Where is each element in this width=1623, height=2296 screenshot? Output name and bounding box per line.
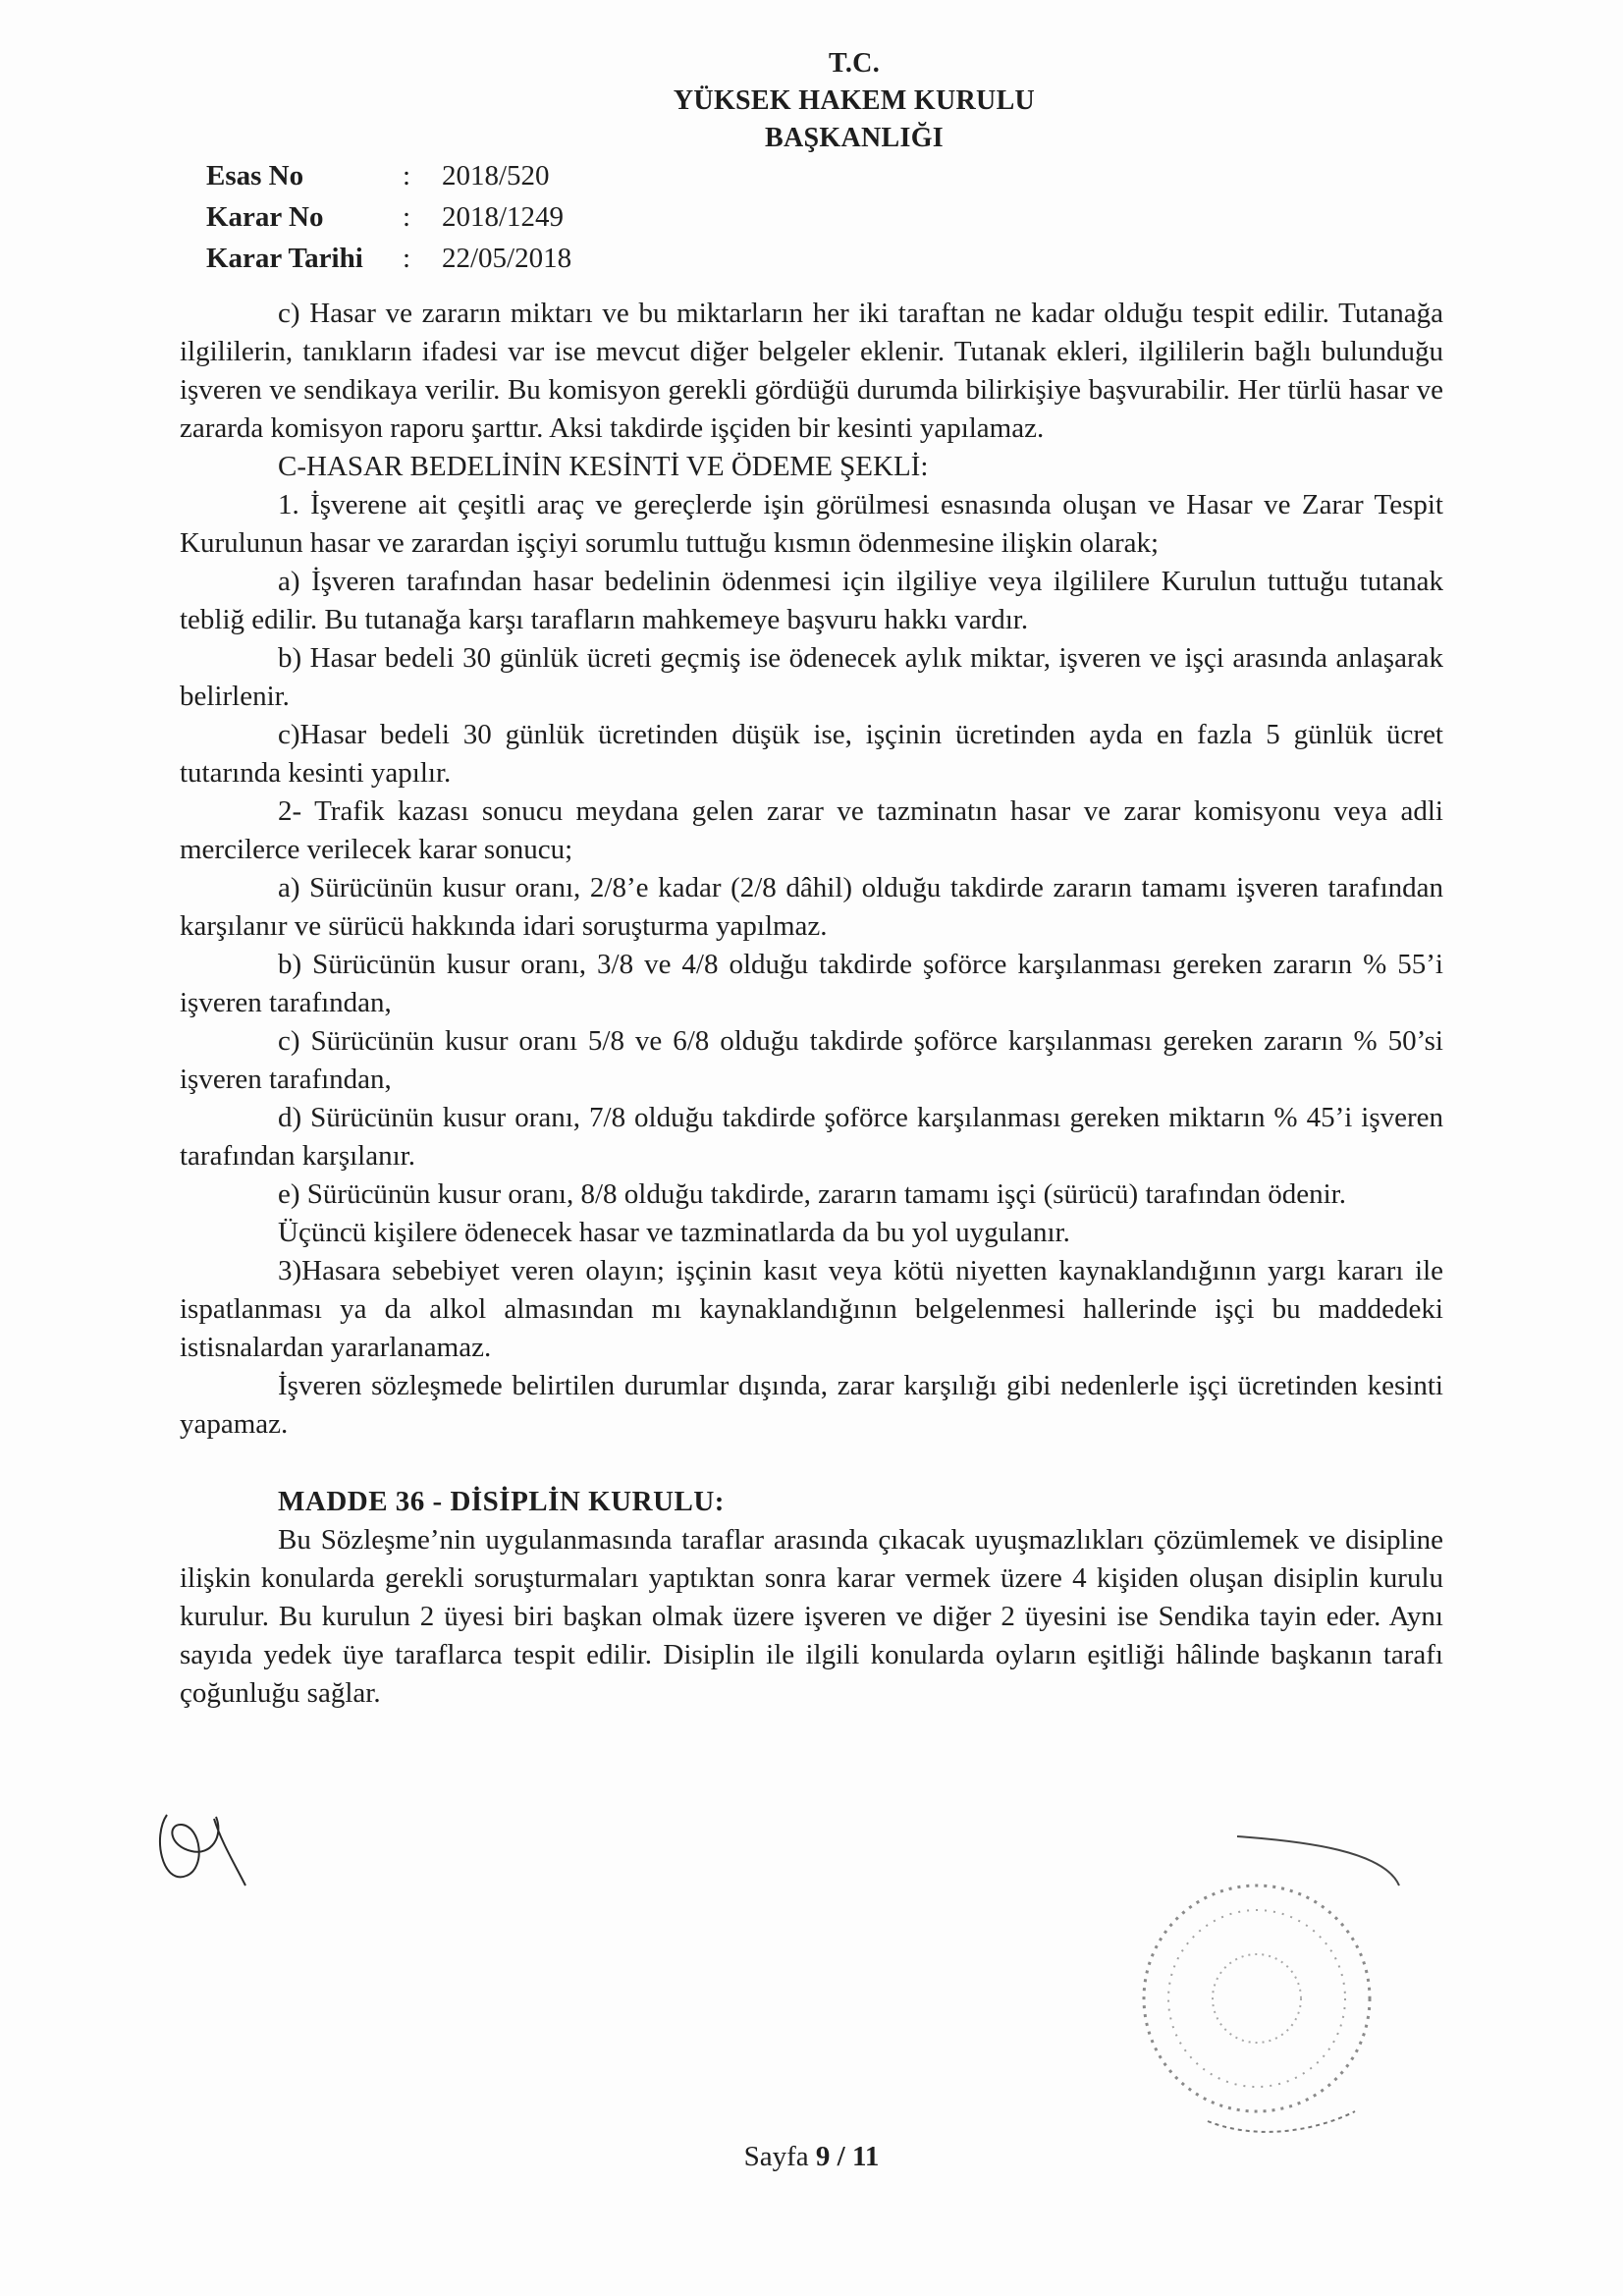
header-line-presidency: BAŞKANLIĞI <box>765 123 944 153</box>
paragraph: e) Sürücünün kusur oranı, 8/8 olduğu takdirde, zararın tamamı işçi (sürücü) tarafından ödenir. <box>278 1178 1346 1210</box>
meta-row-karar <box>206 196 571 238</box>
page-label: Sayfa <box>743 2141 809 2172</box>
paragraph: 3)Hasara sebebiyet veren olayın; işçinin kasıt veya kötü niyetten kaynaklandığının yargı kararı ile ispatlanması ya da alkol almasından mı kaynaklandığının belgelenmesi hallerinde işçi bu maddedeki istisnalardan yararlanamaz. <box>180 1255 1443 1363</box>
paragraph: 1. İşverene ait çeşitli araç ve gereçlerde işin görülmesi esnasında oluşan ve Hasar ve Zarar Tespit Kurulunun hasar ve zarardan işçiyi sorumlu tuttuğu kısmın ödenmesine ilişkin olarak; <box>180 489 1443 559</box>
meta-value: 2018/1249 <box>442 201 565 233</box>
paragraph: a) Sürücünün kusur oranı, 2/8’e kadar (2/8 dâhil) olduğu takdirde zararın tamamı işveren tarafından karşılanır ve sürücü hakkında idari soruşturma yapılmaz. <box>180 872 1443 942</box>
paragraph: b) Sürücünün kusur oranı, 3/8 ve 4/8 olduğu takdirde şoförce karşılanması gereken zararın % 55’i işveren tarafından, <box>180 949 1443 1018</box>
meta-colon: : <box>403 243 411 274</box>
paragraph: c) Hasar ve zararın miktarı ve bu miktarların her iki taraftan ne kadar olduğu tespit edilir. Tutanağa ilgililerin, tanıkların ifadesi var ise mevcut diğer belgeler eklenir. Tutanak ekleri, ilgililerin bağlı bulunduğu işveren ve sendikaya verilir. Bu komisyon gerekli gördüğü durumda bilirkişiye başvurabilir. Her türlü hasar ve zararda komisyon raporu şarttır. Aksi takdirde işçiden bir kesinti yapılamaz. <box>180 298 1443 444</box>
meta-row-esas <box>206 155 571 196</box>
case-meta <box>206 155 571 279</box>
meta-value: 2018/520 <box>442 160 550 191</box>
article-heading: MADDE 36 - DİSİPLİN KURULU: <box>278 1486 725 1517</box>
header-line-tc: T.C. <box>828 48 881 79</box>
page-number: 9 <box>815 2141 831 2172</box>
page-footer <box>0 2141 1623 2173</box>
institution-header <box>589 45 1119 157</box>
meta-label: Karar Tarihi <box>206 243 363 274</box>
paragraph: a) İşveren tarafından hasar bedelinin ödenmesi için ilgiliye veya ilgililere Kurulun tuttuğu tutanak tebliğ edilir. Bu tutanağa karşı tarafların mahkemeye başvuru hakkı vardır. <box>180 566 1443 635</box>
section-heading: C-HASAR BEDELİNİN KESİNTİ VE ÖDEME ŞEKLİ: <box>278 451 929 482</box>
paragraph: İşveren sözleşmede belirtilen durumlar dışında, zarar karşılığı gibi nedenlerle işçi ücretinden kesinti yapamaz. <box>180 1370 1443 1440</box>
meta-colon: : <box>403 201 411 233</box>
meta-colon: : <box>403 160 411 191</box>
paragraph: Üçüncü kişilere ödenecek hasar ve tazminatlarda da bu yol uygulanır. <box>278 1217 1070 1248</box>
paragraph: d) Sürücünün kusur oranı, 7/8 olduğu takdirde şoförce karşılanması gereken miktarın % 45’i işveren tarafından karşılanır. <box>180 1102 1443 1172</box>
document-body <box>180 295 1443 1713</box>
paragraph: b) Hasar bedeli 30 günlük ücreti geçmiş ise ödenecek aylık miktar, işveren ve işçi arasında anlaşarak belirlenir. <box>180 642 1443 712</box>
meta-value: 22/05/2018 <box>442 243 572 274</box>
paragraph: Bu Sözleşme’nin uygulanmasında taraflar arasında çıkacak uyuşmazlıkları çözümlemek ve disipline ilişkin konularda gerekli soruşturmaları yaptıktan sonra karar vermek üzere 4 kişiden oluşan disiplin kurulu kurulur. Bu kurulun 2 üyesi biri başkan olmak üzere işveren ve diğer 2 üyesini ise Sendika tayin eder. Aynı sayıda yedek üye taraflarca tespit edilir. Disiplin ile ilgili konularda oyların eşitliği hâlinde başkanın tarafı çoğunluğu sağlar. <box>180 1524 1443 1709</box>
meta-label: Esas No <box>206 160 304 191</box>
meta-label: Karar No <box>206 201 324 233</box>
handwritten-initial <box>147 1797 255 1905</box>
paragraph: c) Sürücünün kusur oranı 5/8 ve 6/8 olduğu takdirde şoförce karşılanması gereken zararın % 50’si işveren tarafından, <box>180 1025 1443 1095</box>
official-seal-stamp <box>1060 1827 1414 2151</box>
page-total: 11 <box>851 2141 880 2172</box>
paragraph: c)Hasar bedeli 30 günlük ücretinden düşük ise, işçinin ücretinden ayda en fazla 5 günlük ücret tutarında kesinti yapılır. <box>180 719 1443 789</box>
meta-row-tarih <box>206 238 571 279</box>
paragraph: 2- Trafik kazası sonucu meydana gelen zarar ve tazminatın hasar ve zarar komisyonu veya adli mercilerce verilecek karar sonucu; <box>180 795 1443 865</box>
header-line-institution: YÜKSEK HAKEM KURULU <box>673 85 1036 116</box>
page-separator: / <box>830 2141 852 2172</box>
